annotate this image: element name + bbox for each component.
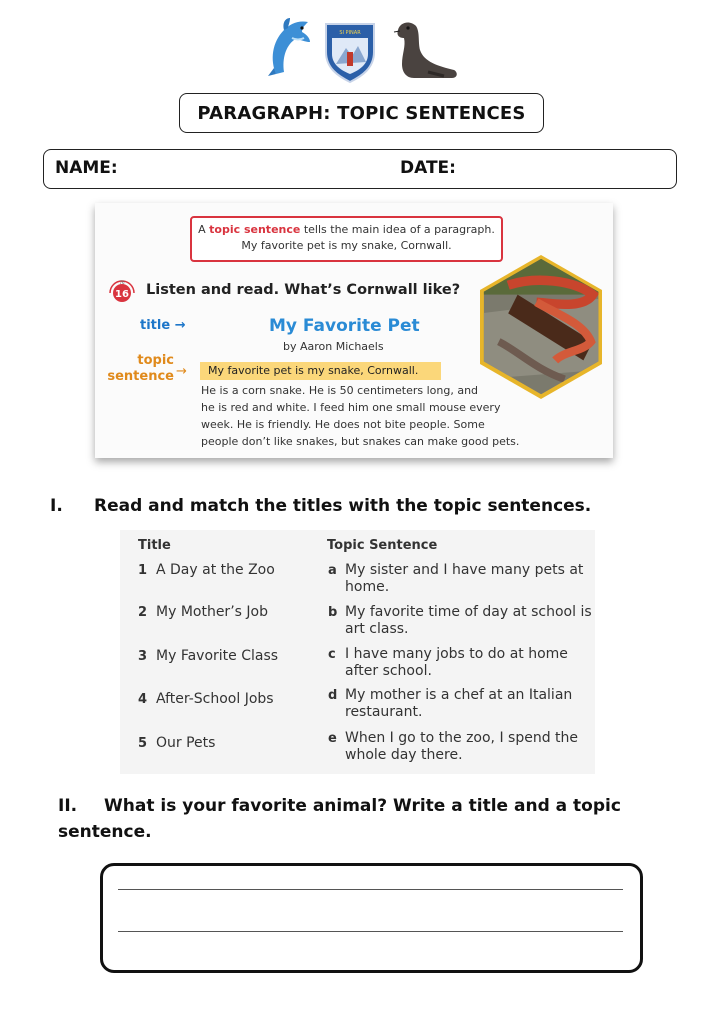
definition-prefix: A — [198, 223, 210, 236]
topic-sentence-column-header: Topic Sentence — [327, 538, 438, 553]
story-title: My Favorite Pet — [269, 316, 420, 336]
definition-example: My favorite pet is my snake, Cornwall. — [241, 239, 452, 252]
seal-icon — [388, 16, 462, 86]
definition-box — [190, 216, 503, 262]
school-logo — [322, 18, 378, 88]
name-label: NAME: — [55, 158, 118, 178]
row-sentence: My mother is a chef at an Italian restaurant. — [345, 687, 573, 720]
answer-box[interactable] — [100, 863, 643, 973]
definition-rest: tells the main idea of a paragraph. — [300, 223, 495, 236]
row-letter: d — [328, 688, 338, 703]
row-letter: e — [328, 731, 337, 746]
name-date-box — [43, 149, 677, 189]
row-title: My Favorite Class — [156, 648, 279, 664]
arrow-icon: → — [176, 364, 187, 379]
date-label: DATE: — [400, 158, 456, 178]
row-number: 1 — [138, 563, 148, 578]
title-column-header: Title — [138, 538, 171, 553]
dolphin-icon — [262, 16, 314, 82]
paragraph-line: people don’t like snakes, but snakes can make good pets. — [201, 435, 520, 448]
audio-track-icon — [108, 280, 134, 302]
answer-line[interactable] — [118, 931, 623, 932]
topic-sentence-label: topic sentence — [107, 353, 174, 384]
track-number: 16 — [115, 289, 129, 300]
story-author: by Aaron Michaels — [283, 340, 384, 353]
row-number: 5 — [138, 736, 148, 751]
track-small-number: 76 — [119, 280, 125, 285]
definition-term: topic sentence — [209, 223, 301, 236]
title-label: title → — [140, 318, 186, 333]
paragraph-line: He is a corn snake. He is 50 centimeters long, and — [201, 384, 479, 397]
listen-prompt: Listen and read. What’s Cornwall like? — [146, 282, 461, 298]
row-title: After-School Jobs — [156, 691, 274, 707]
highlighted-topic-sentence: My favorite pet is my snake, Cornwall. — [208, 364, 419, 377]
row-title: A Day at the Zoo — [156, 562, 275, 578]
worksheet-title: PARAGRAPH: TOPIC SENTENCES — [179, 93, 544, 133]
row-number: 2 — [138, 605, 148, 620]
row-letter: b — [328, 605, 338, 620]
snake-photo — [476, 253, 606, 405]
row-number: 3 — [138, 649, 148, 664]
row-sentence: I have many jobs to do at home after school. — [345, 646, 568, 679]
section-2-heading: II. What is your favorite animal? Write a title and a topic sentence. — [58, 796, 621, 842]
section-1-heading: I. Read and match the titles with the topic sentences. — [50, 496, 592, 516]
row-title: My Mother’s Job — [156, 604, 268, 620]
row-sentence: My favorite time of day at school is art class. — [345, 604, 592, 637]
row-number: 4 — [138, 692, 148, 707]
paragraph-line: he is red and white. I feed him one small mouse every — [201, 401, 501, 414]
row-sentence: When I go to the zoo, I spend the whole day there. — [345, 730, 579, 763]
row-sentence: My sister and I have many pets at home. — [345, 562, 584, 595]
row-letter: a — [328, 563, 337, 578]
logo-text: SI PINAR — [339, 30, 361, 36]
row-title: Our Pets — [156, 735, 216, 751]
paragraph-line: week. He is friendly. He does not bite people. Some — [201, 418, 485, 431]
answer-line[interactable] — [118, 889, 623, 890]
row-letter: c — [328, 647, 336, 662]
